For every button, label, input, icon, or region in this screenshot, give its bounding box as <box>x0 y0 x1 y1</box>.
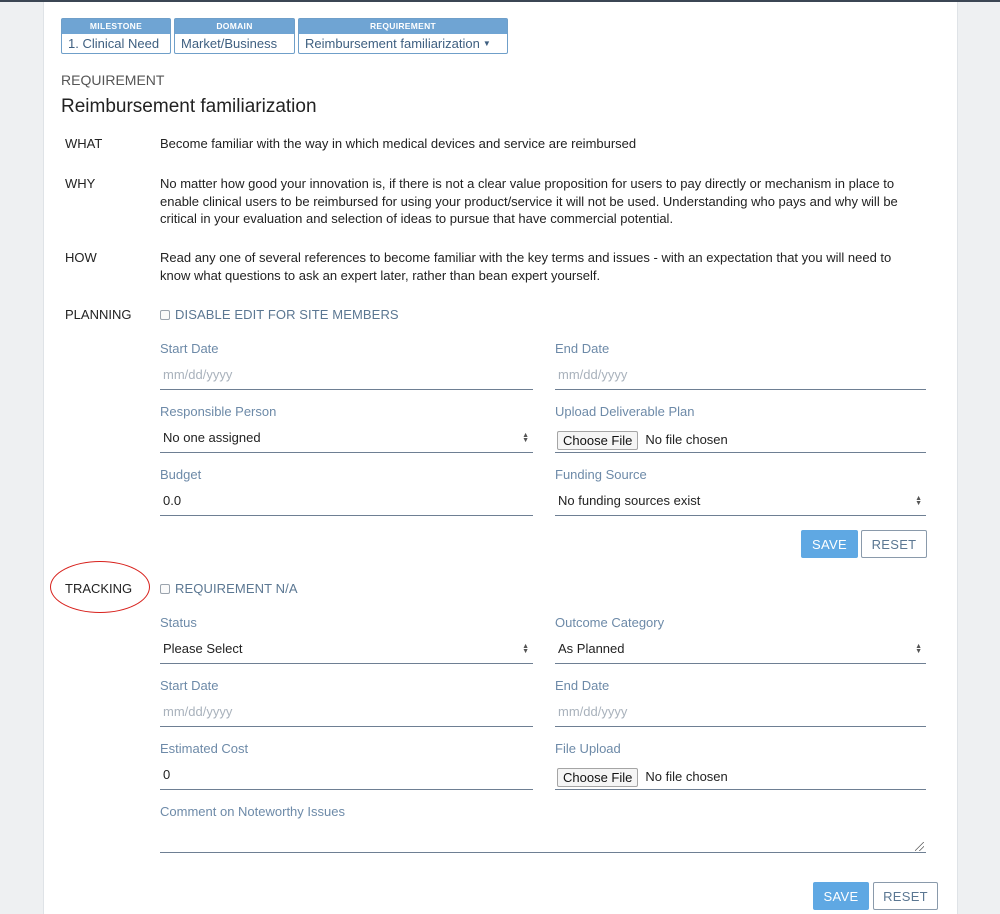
why-text: No matter how good your innovation is, if there is not a clear value proposition for users to pay directly or mechanism in place to enable clinical users to be reimbursed for using your product/service it will not be used. Understanding who pays and why will be critical in your evaluation and selection of ideas to pursue that have commercial potential. <box>160 176 898 226</box>
tracking-start-date-label: Start Date <box>160 678 219 693</box>
estimated-cost-input[interactable]: 0 <box>160 765 533 790</box>
requirement-value: Reimbursement familiarization <box>305 36 480 51</box>
disable-edit-label[interactable]: DISABLE EDIT FOR SITE MEMBERS <box>175 307 399 322</box>
requirement-na-checkbox[interactable] <box>160 584 170 594</box>
status-field <box>160 614 533 664</box>
planning-start-date-field <box>160 340 533 390</box>
requirement-na-label[interactable]: REQUIREMENT N/A <box>175 581 298 596</box>
status-value: Please Select <box>163 641 243 656</box>
requirement-kicker: REQUIREMENT <box>61 72 165 88</box>
outcome-category-field <box>555 614 926 664</box>
tracking-end-date-input[interactable]: mm/dd/yyyy <box>555 702 926 727</box>
tracking-end-date-field <box>555 677 926 727</box>
disable-edit-checkbox[interactable] <box>160 310 170 320</box>
resize-handle-icon[interactable] <box>915 842 924 851</box>
file-upload-label: File Upload <box>555 741 621 756</box>
outcome-category-value: As Planned <box>558 641 625 656</box>
tracking-end-date-label: End Date <box>555 678 610 693</box>
requirement-value-wrap <box>299 34 507 53</box>
file-upload-field <box>555 740 926 790</box>
planning-reset-button[interactable]: RESET <box>861 530 927 558</box>
disable-edit-checkbox-row <box>160 307 399 322</box>
upload-plan-status: No file chosen <box>645 432 728 447</box>
select-arrows-icon: ▲ ▼ <box>522 432 529 444</box>
domain-crumb[interactable] <box>174 18 295 54</box>
planning-start-date-input[interactable]: mm/dd/yyyy <box>160 365 533 390</box>
estimated-cost-label: Estimated Cost <box>160 741 249 756</box>
responsible-person-select[interactable] <box>160 428 533 453</box>
how-text: Read any one of several references to become familiar with the key terms and issues - with an expectation that you will need to know what questions to ask an expert later, rather than bean expert yourself. <box>160 250 892 283</box>
what-label: WHAT <box>65 136 103 151</box>
estimated-cost-field <box>160 740 533 790</box>
comment-field <box>160 803 926 853</box>
budget-label: Budget <box>160 467 202 482</box>
select-arrows-icon: ▲ ▼ <box>915 643 922 655</box>
file-upload-status: No file chosen <box>645 769 728 784</box>
upload-plan-row <box>555 428 926 453</box>
status-label: Status <box>160 615 197 630</box>
what-text: Become familiar with the way in which medical devices and service are reimbursed <box>160 136 637 151</box>
planning-end-date-label: End Date <box>555 341 610 356</box>
page-title: Reimbursement familiarization <box>61 96 317 117</box>
select-arrows-icon: ▲ ▼ <box>522 643 529 655</box>
funding-source-select[interactable] <box>555 491 926 516</box>
upload-plan-label: Upload Deliverable Plan <box>555 404 695 419</box>
planning-label: PLANNING <box>65 307 132 322</box>
requirement-crumb-dropdown[interactable] <box>298 18 508 54</box>
planning-end-date-field <box>555 340 926 390</box>
planning-start-date-label: Start Date <box>160 341 219 356</box>
planning-end-date-input[interactable]: mm/dd/yyyy <box>555 365 926 390</box>
milestone-header: MILESTONE <box>62 19 170 34</box>
domain-header: DOMAIN <box>175 19 294 34</box>
budget-field <box>160 466 533 516</box>
budget-input[interactable]: 0.0 <box>160 491 533 516</box>
comment-label: Comment on Noteworthy Issues <box>160 804 345 819</box>
tracking-save-button[interactable]: SAVE <box>813 882 869 910</box>
file-upload-row <box>555 765 926 790</box>
responsible-person-label: Responsible Person <box>160 404 277 419</box>
responsible-person-field <box>160 403 533 453</box>
milestone-value: 1. Clinical Need <box>68 36 160 51</box>
upload-plan-choose-file-button[interactable]: Choose File <box>557 431 638 450</box>
funding-source-field <box>555 466 926 516</box>
tracking-label: TRACKING <box>65 581 133 596</box>
milestone-crumb[interactable] <box>61 18 171 54</box>
upload-plan-field <box>555 403 926 453</box>
file-upload-choose-file-button[interactable]: Choose File <box>557 768 638 787</box>
outcome-category-select[interactable] <box>555 639 926 664</box>
planning-save-button[interactable]: SAVE <box>801 530 858 558</box>
tracking-start-date-input[interactable]: mm/dd/yyyy <box>160 702 533 727</box>
status-select[interactable] <box>160 639 533 664</box>
why-label: WHY <box>65 176 96 191</box>
funding-source-value: No funding sources exist <box>558 493 701 508</box>
breadcrumb <box>61 18 508 54</box>
funding-source-label: Funding Source <box>555 467 647 482</box>
caret-down-icon: ▼ <box>482 39 491 48</box>
how-label: HOW <box>65 250 97 265</box>
responsible-person-value: No one assigned <box>163 430 261 445</box>
outcome-category-label: Outcome Category <box>555 615 665 630</box>
tracking-reset-button[interactable]: RESET <box>873 882 938 910</box>
domain-value: Market/Business <box>181 36 278 51</box>
tracking-start-date-field <box>160 677 533 727</box>
requirement-header: REQUIREMENT <box>299 19 507 34</box>
comment-textarea[interactable] <box>160 828 926 853</box>
requirement-na-checkbox-row <box>160 581 298 596</box>
select-arrows-icon: ▲ ▼ <box>915 495 922 507</box>
